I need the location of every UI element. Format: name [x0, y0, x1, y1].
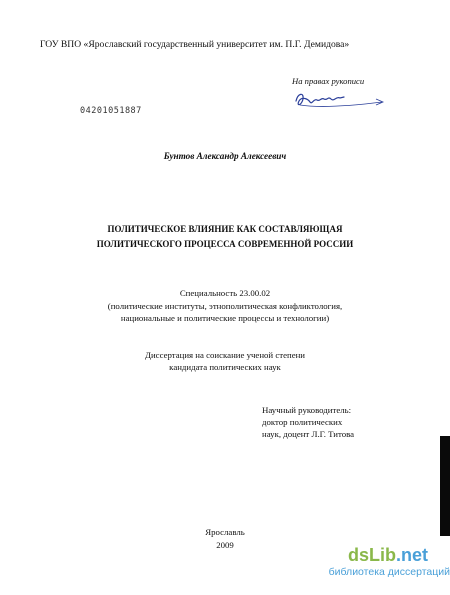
dslib-logo-part-1: dsLib — [348, 545, 396, 565]
specialty-fields-line-2: национальные и политические процессы и технологии) — [120, 313, 330, 323]
supervisor-name: наук, доцент Л.Г. Титова — [262, 429, 355, 439]
organization-header: ГОУ ВПО «Ярославский государственный университет им. П.Г. Демидова» — [40, 39, 350, 50]
dslib-tagline: библиотека диссертаций — [328, 566, 450, 578]
dslib-logo[interactable] — [348, 545, 448, 566]
supervisor-label: Научный руководитель: — [262, 405, 352, 415]
author-name: Бунтов Александр Алексеевич — [163, 151, 287, 161]
dslib-logo-part-2: .net — [396, 545, 429, 565]
city: Ярославль — [205, 527, 245, 537]
document-number: 04201051887 — [80, 106, 142, 116]
dissertation-title-line-1: ПОЛИТИЧЕСКОЕ ВЛИЯНИЕ КАК СОСТАВЛЯЮЩАЯ — [107, 224, 343, 234]
manuscript-rights-label: На правах рукописи — [292, 76, 365, 86]
dissertation-title-line-2: ПОЛИТИЧЕСКОГО ПРОЦЕССА СОВРЕМЕННОЙ РОССИИ — [96, 239, 354, 249]
year: 2009 — [216, 540, 234, 550]
degree-line-2: кандидата политических наук — [169, 362, 281, 372]
specialty-code: Специальность 23.00.02 — [179, 288, 271, 298]
specialty-fields-line-1: (политические институты, этнополитическая конфликтология, — [107, 301, 343, 311]
supervisor-degree: доктор политических — [262, 417, 343, 427]
degree-line-1: Диссертация на соискание ученой степени — [144, 350, 306, 360]
handwritten-signature — [290, 87, 390, 113]
scan-edge-shadow — [440, 436, 450, 536]
